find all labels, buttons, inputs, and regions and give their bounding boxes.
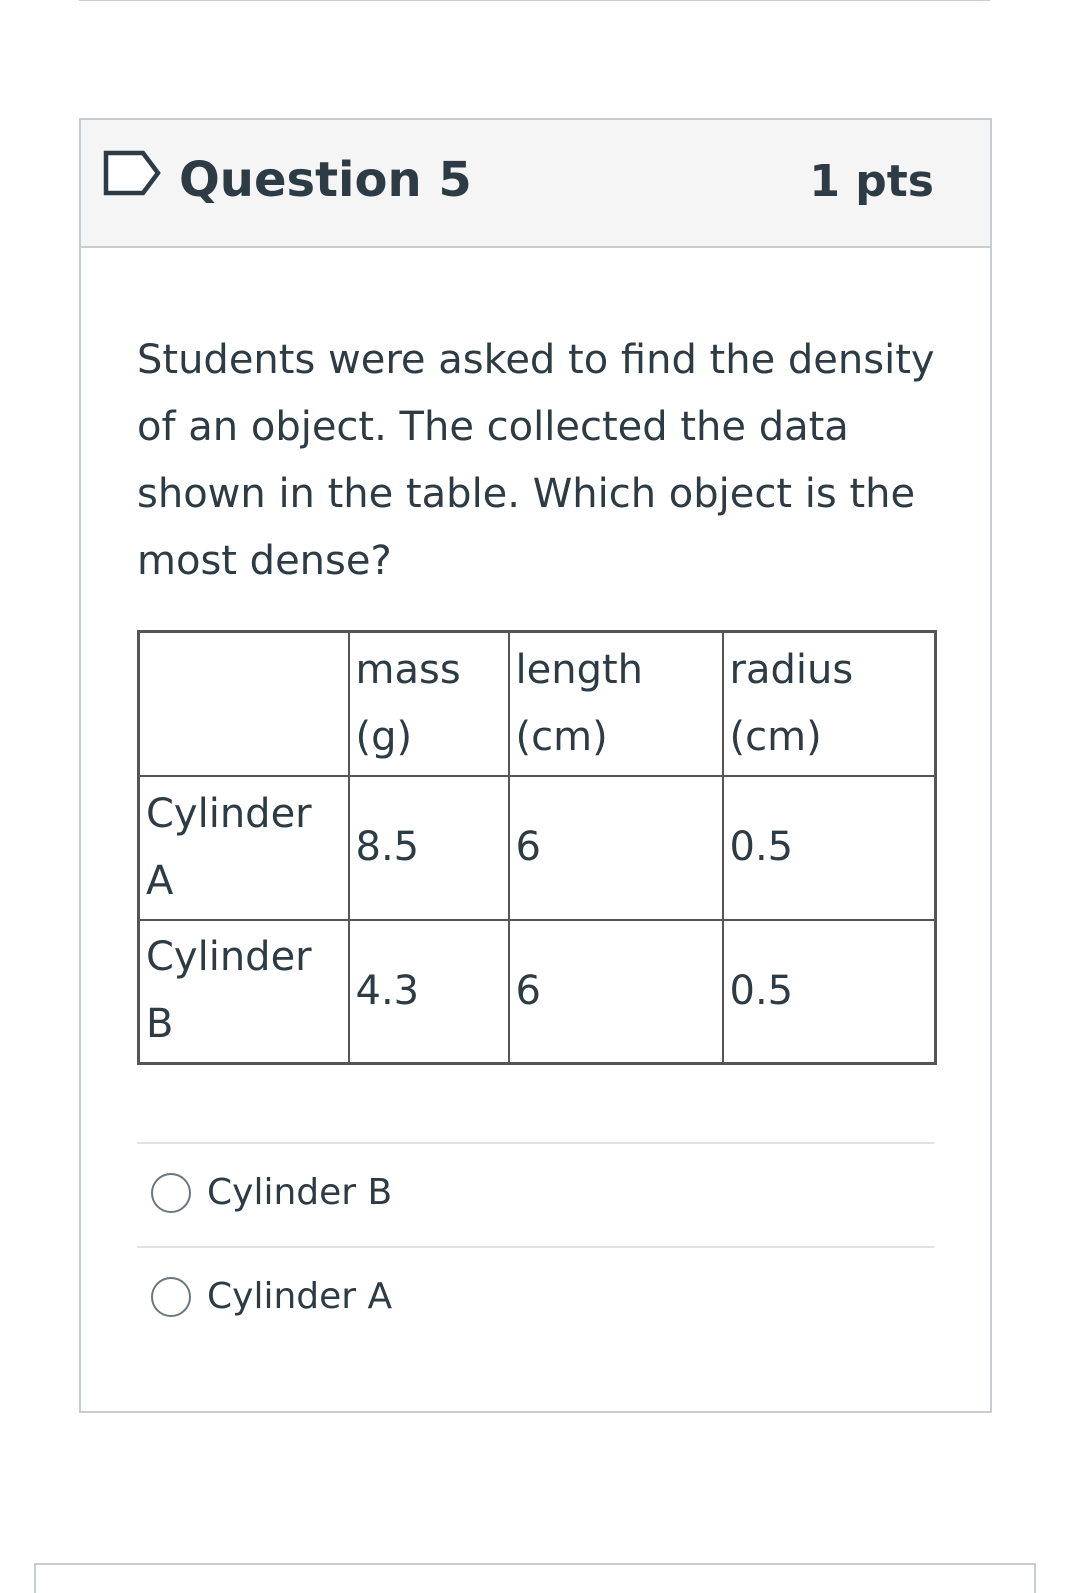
- answer-list: [137, 1142, 934, 1350]
- table-header-cell: mass (g): [349, 632, 509, 776]
- question-card: [79, 118, 992, 1413]
- question-text: Students were asked to find the density of an object. The collected the data shown in the table. Which object is the most dense?: [137, 337, 935, 584]
- data-table: [137, 630, 937, 1065]
- answer-option-cylinder-b[interactable]: [137, 1142, 934, 1246]
- table-cell: 6: [509, 776, 723, 920]
- answer-option-cylinder-a[interactable]: [137, 1246, 934, 1350]
- table-header-row: [139, 632, 936, 776]
- table-cell: 8.5: [349, 776, 509, 920]
- next-question-card: [34, 1563, 1036, 1593]
- question-points: 1 pts: [809, 156, 934, 207]
- table-cell: Cylinder A: [139, 776, 349, 920]
- table-cell: 0.5: [723, 920, 936, 1064]
- table-header-cell: [139, 632, 349, 776]
- flag-icon[interactable]: [103, 150, 161, 196]
- table-cell: Cylinder B: [139, 920, 349, 1064]
- table-row: [139, 920, 936, 1064]
- table-cell: 6: [509, 920, 723, 1064]
- table-cell: 0.5: [723, 776, 936, 920]
- table-header-cell: length (cm): [509, 632, 723, 776]
- radio-button[interactable]: [151, 1173, 191, 1213]
- answer-label[interactable]: Cylinder A: [207, 1276, 393, 1317]
- radio-button[interactable]: [151, 1277, 191, 1317]
- table-row: [139, 776, 936, 920]
- previous-question-card: [79, 0, 990, 1]
- question-header: [81, 120, 990, 248]
- table-cell: 4.3: [349, 920, 509, 1064]
- answer-label[interactable]: Cylinder B: [207, 1172, 393, 1213]
- table-header-cell: radius (cm): [723, 632, 936, 776]
- question-title: Question 5: [179, 152, 472, 208]
